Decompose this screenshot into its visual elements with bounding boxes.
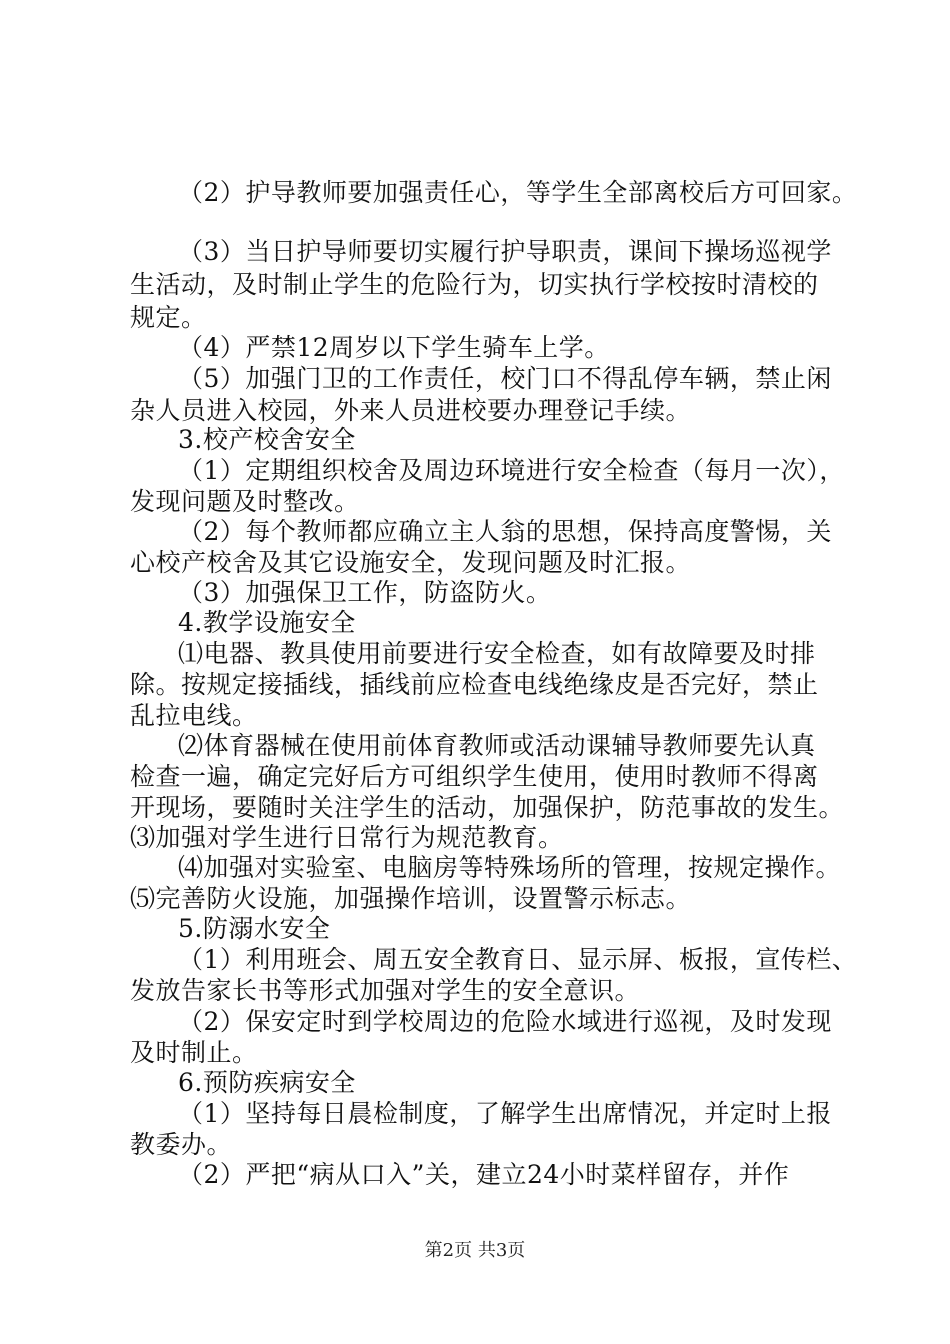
text-line: 开现场，要随时关注学生的活动，加强保护，防范事故的发生。 <box>130 793 845 822</box>
text-line: ⑶加强对学生进行日常行为规范教育。 <box>130 823 564 852</box>
text-line: （5）加强门卫的工作责任，校门口不得乱停车辆，禁止闲 <box>178 364 832 393</box>
text-line: 及时制止。 <box>130 1038 258 1067</box>
text-line: （1）坚持每日晨检制度，了解学生出席情况，并定时上报 <box>178 1099 832 1128</box>
page-footer: 第2页 共3页 <box>424 1240 526 1261</box>
section-heading: 6.预防疾病安全 <box>178 1068 356 1097</box>
text-line: ⑷加强对实验室、电脑房等特殊场所的管理，按规定操作。 <box>178 853 842 882</box>
text-line: 检查一遍，确定完好后方可组织学生使用，使用时教师不得离 <box>130 762 819 791</box>
text-line: 杂人员进入校园，外来人员进校要办理登记手续。 <box>130 396 692 425</box>
text-line: ⑵体育器械在使用前体育教师或活动课辅导教师要先认真 <box>178 731 816 760</box>
section-heading: 5.防溺水安全 <box>178 914 331 943</box>
text-line: 发放告家长书等形式加强对学生的安全意识。 <box>130 976 641 1005</box>
text-line: （3）加强保卫工作，防盗防火。 <box>178 578 552 607</box>
text-line: ⑸完善防火设施，加强操作培训，设置警示标志。 <box>130 884 692 913</box>
text-line: 除。按规定接插线，插线前应检查电线绝缘皮是否完好，禁止 <box>130 670 819 699</box>
text-line: （1）定期组织校舍及周边环境进行安全检查（每月一次）， <box>178 456 845 485</box>
text-line: 生活动，及时制止学生的危险行为，切实执行学校按时清校的 <box>130 270 819 299</box>
text-line: （4）严禁12周岁以下学生骑车上学。 <box>178 333 610 362</box>
text-line: （2）护导教师要加强责任心，等学生全部离校后方可回家。 <box>178 178 858 207</box>
text-line: （1）利用班会、周五安全教育日、显示屏、板报，宣传栏、 <box>178 945 858 974</box>
text-line: 心校产校舍及其它设施安全，发现问题及时汇报。 <box>130 548 692 577</box>
text-line: 教委办。 <box>130 1130 233 1159</box>
text-line: （2）保安定时到学校周边的危险水域进行巡视，及时发现 <box>178 1007 832 1036</box>
text-line: ⑴电器、教具使用前要进行安全检查，如有故障要及时排 <box>178 639 816 668</box>
text-line: （2）每个教师都应确立主人翁的思想，保持高度警惕，关 <box>178 517 832 546</box>
text-line: （3）当日护导师要切实履行护导职责，课间下操场巡视学 <box>178 237 832 266</box>
text-line: 乱拉电线。 <box>130 701 258 730</box>
section-heading: 4.教学设施安全 <box>178 608 356 637</box>
text-line: 发现问题及时整改。 <box>130 487 360 516</box>
text-line: （2）严把“病从口入”关，建立24小时菜样留存，并作 <box>178 1160 790 1189</box>
section-heading: 3.校产校舍安全 <box>178 425 356 454</box>
text-line: 规定。 <box>130 303 207 332</box>
